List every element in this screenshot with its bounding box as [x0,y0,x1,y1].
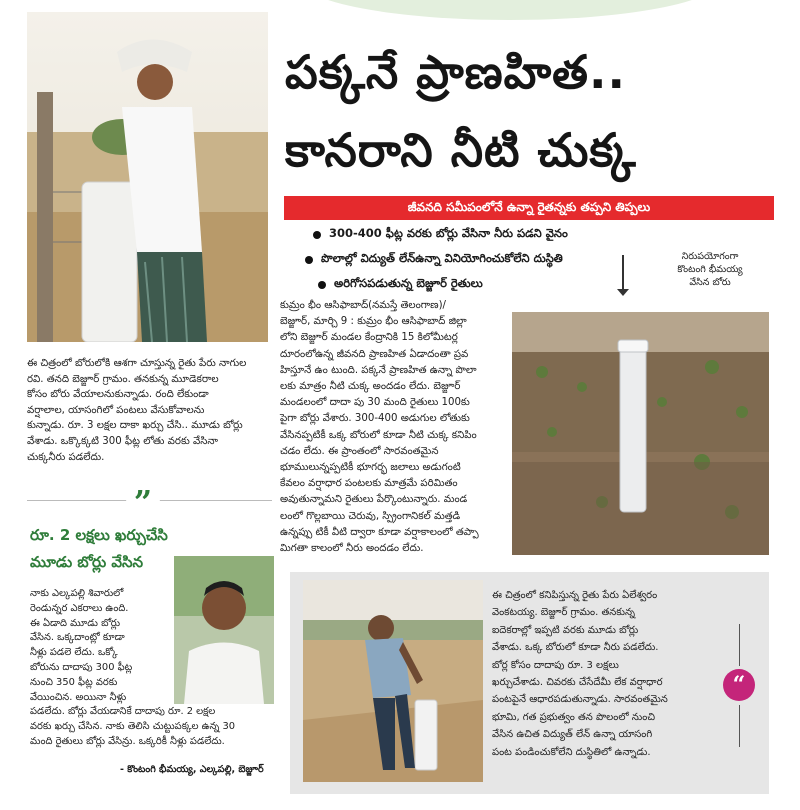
bullet-item [305,251,563,268]
photo-bore-in-field [512,312,769,555]
pullquote-title-line-2: మూడు బోర్లు వేసిన [30,553,144,571]
subheadline-bar: జీవనది సమీపంలోనే ఉన్నా రైతన్నకు తప్పని తిప్పలు [284,196,774,220]
quote-mark-icon: “ [723,669,755,701]
caption-arrow-head [617,289,629,296]
decorative-arc [300,0,720,20]
bullet-dot [318,281,326,289]
photo-4-caption: ఈ చిత్రంలో కనిపిస్తున్న రైతు పేరు ఏలేశ్వరం వెంకటయ్య. బెజ్జూర్ గ్రామం. తనకున్న ఐదెకరాల్లో ఇప్పటి వరకు మూడు బోర్లు వేశాడు. ఒక్క బోరులో కూడా నీరు పడలేదు. బోర్ల కోసం దాదాపు రూ. 3 లక్షలు ఖర్చుచేశాడు. చివరకు చేసేదేమీ లేక వర్షాధార పంటపైనే ఆధారపడుతున్నాడు. సారవంతమైన భూమి, గత ప్రభుత్వం తన పొలంలో నుంచి వేసిన ఉచిత విద్యుత్ లేన్ ఉన్నా యాసంగి పంట పండించుకోలేని దుస్థితిలో ఉన్నాడు. [492,590,668,758]
bullet-text: అరిగోసపడుతున్న బెజ్జూర్ రైతులు [334,276,483,290]
quote-rule-bottom [739,705,740,747]
bullet-text: పొలాల్లో విద్యుత్ లేన్‌ఉన్నా వినియోగించుకోలేని దుస్థితి [321,251,563,265]
bullet-text: 300-400 ఫీట్ల వరకు బోర్లు వేసినా నీరు పడని వైనం [329,226,568,240]
photo-1-caption: ఈ చిత్రంలో బోరులోకి ఆశగా చూస్తున్న రైతు పేరు నాగుల రవి. తనది బెజ్జూర్ గ్రామం. తనకున్న మూడెకరాల కోసం బోరు వేయాలనుకున్నాడు. రంది లేకుండా వర్షాలాల, యాసంగిలో పంటలు వేసుకోవాలను కున్నాడు. రూ. 3 లక్షల దాకా ఖర్చు చేసి.. మూడు బోర్లు వేశాడు. ఒక్కొక్కటి 300 ఫీట్ల లోతు వరకు వేసినా చుక్కనీరు పడలేదు. [27,358,247,463]
photo-side-caption: నిరుపయోగంగా కొంటంగి భీమయ్య వేసిన బోరు [677,251,743,288]
article-body: కుమ్రం భీం ఆసిఫాబాద్(నమస్తే తెలంగాణ)/ బెజ్జూర్, మార్చి 9 : కుమ్రం భీం ఆసిఫాబాద్ జిల్లా లోని బెజ్జూర్ మండల కేంద్రానికి 15 కిలోమీటర్ల దూరంలోఉన్న జీవనది ప్రాణహిత ఏడాదంతా ప్రవ హిస్తూనే ఉం టుంది. పక్కనే ప్రాణహిత ఉన్నా పొలా లకు మాత్రం నీటి చుక్క అందడం లేదు. బెజ్జూర్ మండలంలో దాదా పు 30 మంది రైతులు 100కు పైగా బోర్లు వేశారు. 300-400 అడుగుల లోతుకు వేసినప్పటికీ ఒక్క బోరులో కూడా నీటి చుక్క కనిపిం చడం లేదు. ఈ ప్రాంతంలో సారవంతమైన భూములున్నప్పటికీ భూగర్భ జలాలు అడుగంటి కేవలం వర్షాధార పంటలకు మాత్రమే పరిమితం అవుతున్నామని రైతులు పేర్కొంటున్నారు. మండ లంలో గొల్లబాయి చెరువు, స్ప్రింగానికల్ మత్తడి ఉన్నప్పు టికీ వీటి ద్వారా కూడా వర్షాకాలంలో తప్పా మిగతా కాలంలో నీరు అందడం లేదు. [280,300,479,555]
quote-mark-icon: ” [126,485,160,519]
bullet-item [313,226,568,243]
caption-arrow [622,255,624,291]
headline-line-1: పక్కనే ప్రాణహిత.. [285,45,626,99]
pullquote-title-line-1: రూ. 2 లక్షలు ఖర్చుచేసి [30,526,168,544]
bullet-dot [313,231,321,239]
bullet-item [318,276,483,293]
headline-line-2: కానరాని నీటి చుక్క [285,123,637,177]
photo-farmer-bending [303,580,483,782]
quote-rule-top [739,624,740,666]
pullquote-text: నాకు ఎల్కపల్లి శివారులో రెండున్నర ఎకరాలు ఉంది. ఈ ఏడాది మూడు బోర్లు వేసిన. ఒక్కదాంట్లో కూడా నీళ్లు పడలె లేదు. ఒక్కో బోరును దాదాపు 300 ఫీట్ల నుంచి 350 ఫీట్ల వరకు వేయించిన. అయినా నీళ్లు పడలేదు. బోర్లు వేయడానికే దాదాపు రూ. 2 లక్షల వరకు ఖర్చు చేసిన. నాకు తెలిసి చుట్టుపక్కల ఉన్న 30 మంది రైతులు బోర్లు వేసిన్రు. ఒక్కరికీ నీళ్లు పడలేదు. [30,588,236,747]
photo-farmer-at-bore [27,12,268,342]
pullquote-attribution: - కొంటంగి భీమయ్య, ఎల్కపల్లి, బెజ్జూర్ [120,764,264,775]
bullet-dot [305,256,313,264]
